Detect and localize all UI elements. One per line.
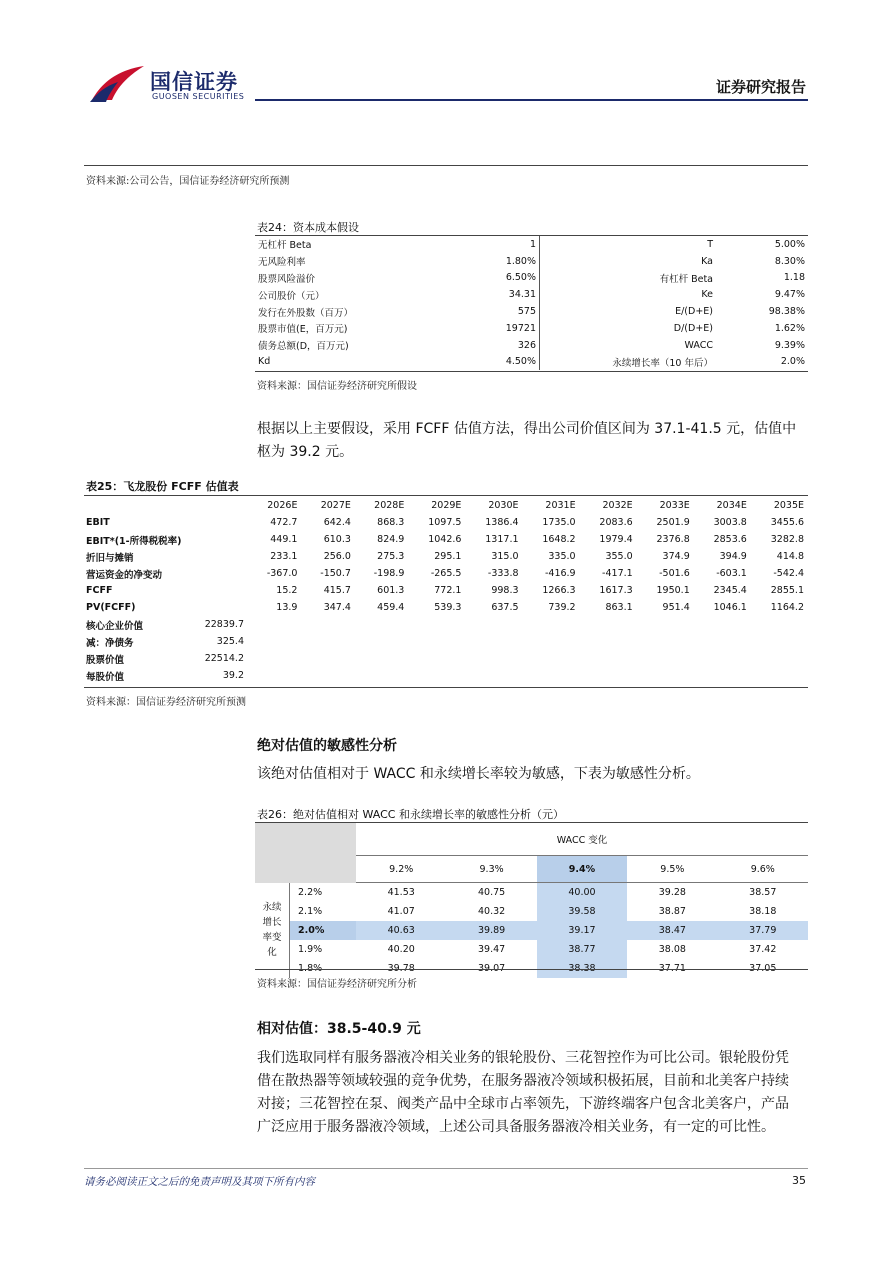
table25-empty-cell — [465, 667, 522, 684]
table25-year-header: 2030E — [488, 500, 519, 511]
table24-label: 有杠杆 Beta — [659, 273, 713, 285]
table24-label: Ke — [701, 289, 713, 301]
table25-cell: 2853.6 — [713, 534, 747, 545]
table25-cell: 1097.5 — [428, 517, 462, 528]
table25-cell: 1046.1 — [713, 602, 747, 613]
table24-value: 1 — [411, 236, 540, 253]
table25-summary-row — [84, 667, 808, 684]
table25-cell: -265.5 — [430, 568, 462, 579]
table24-label: 永续增长率（10 年后） — [612, 357, 713, 369]
table26-growth-rate: 2.1% — [298, 906, 323, 917]
table24-row — [255, 253, 808, 270]
table25-empty-cell — [694, 633, 751, 650]
table24-row — [255, 337, 808, 354]
table25-row-label: FCFF — [86, 585, 113, 596]
table25-corner — [84, 497, 180, 514]
table24-row — [255, 303, 808, 320]
table25-empty-cell — [580, 650, 637, 667]
table26-cell: 39.89 — [446, 921, 536, 940]
table25-cell: -150.7 — [320, 568, 351, 579]
table25-empty-cell — [465, 633, 522, 650]
table25-cell: -542.4 — [773, 568, 804, 579]
table24 — [255, 236, 808, 370]
table25-cell: 1950.1 — [656, 585, 690, 596]
table25-empty-cell — [751, 616, 808, 633]
table24-value: 9.39% — [774, 339, 805, 351]
table25-cell: 998.3 — [491, 585, 519, 596]
table25-empty-cell — [580, 616, 637, 633]
table24-value: 1.62% — [774, 322, 805, 334]
table25-year-header: 2034E — [716, 500, 747, 511]
table26-cell: 40.75 — [477, 887, 506, 898]
table25-empty-cell — [694, 616, 751, 633]
table25-cell: 2083.6 — [599, 517, 633, 528]
table25-cell: -198.9 — [373, 568, 405, 579]
table24-value: 1.80% — [411, 253, 540, 270]
table26 — [255, 823, 808, 978]
table24-label: 债务总额(D，百万元) — [258, 341, 349, 353]
table26-wacc-header: 9.4% — [537, 856, 627, 883]
table24-label: D/(D+E) — [673, 322, 713, 334]
table25-title: 表25：飞龙股份 FCFF 估值表 — [86, 480, 239, 493]
table25-empty-cell — [301, 616, 354, 633]
table26-row-header-text: 化 — [267, 947, 277, 959]
table26-cell: 39.28 — [658, 887, 686, 898]
table25-empty-cell — [408, 616, 465, 633]
table26-wacc-header: 9.6% — [718, 856, 808, 883]
table26-growth-rate: 2.0% — [290, 921, 357, 940]
table25-cell: -416.9 — [544, 568, 576, 579]
table25-row — [84, 531, 808, 548]
table24-row — [255, 320, 808, 337]
table25-cell: 1386.4 — [485, 517, 519, 528]
table25-cell: 539.3 — [434, 602, 462, 613]
logo-name: 国信证券 — [150, 70, 238, 94]
footer-disclaimer: 请务必阅读正文之后的免责声明及其项下所有内容 — [84, 1176, 315, 1188]
table26-cell: 38.18 — [749, 906, 777, 917]
table26-cell: 40.32 — [477, 906, 506, 917]
table26-row — [255, 902, 808, 921]
table25-empty-cell — [751, 650, 808, 667]
table26-header-row — [255, 823, 808, 856]
table25-summary-value: 22514.2 — [204, 653, 244, 664]
table25-year-header: 2032E — [602, 500, 633, 511]
table25-summary-label: 核心企业价值 — [86, 620, 144, 632]
table25-cell: 15.2 — [276, 585, 298, 596]
table25-empty-cell — [694, 650, 751, 667]
guosen-logo-icon — [88, 62, 148, 104]
table24-label: 公司股价（元） — [258, 290, 325, 302]
table25-year-header: 2029E — [431, 500, 462, 511]
table25-year-header: 2028E — [374, 500, 405, 511]
table25-cell: 2855.1 — [770, 585, 804, 596]
table25-empty-cell — [408, 667, 465, 684]
table25-cell: 1164.2 — [770, 602, 804, 613]
table25-cell: 824.9 — [377, 534, 405, 545]
table25-spacer — [180, 497, 248, 514]
table25-cell: 256.0 — [323, 551, 351, 562]
table25-cell: 295.1 — [434, 551, 462, 562]
table25-cell: 2376.8 — [656, 534, 690, 545]
table26-cell: 40.20 — [387, 944, 415, 955]
table25-empty-cell — [248, 667, 301, 684]
table25-cell: 233.1 — [270, 551, 298, 562]
table25-cell: 1735.0 — [542, 517, 576, 528]
table25-cell: 1979.4 — [599, 534, 633, 545]
table25-row-label: 折旧与摊销 — [86, 552, 134, 564]
table25-row — [84, 548, 808, 565]
table25-empty-cell — [637, 616, 694, 633]
divider — [255, 969, 808, 970]
table24-value: 34.31 — [411, 286, 540, 303]
table24-value: 1.18 — [783, 272, 805, 284]
table24-label: E/(D+E) — [675, 306, 713, 318]
table25-empty-cell — [523, 616, 580, 633]
table25-cell: 601.3 — [377, 585, 405, 596]
table25-empty-cell — [301, 650, 354, 667]
table25-header-row — [84, 497, 808, 514]
table25-cell: 772.1 — [434, 585, 462, 596]
table24-title: 表24：资本成本假设 — [257, 221, 359, 234]
table26-cell: 41.53 — [387, 887, 415, 898]
sensitivity-text: 该绝对估值相对于 WACC 和永续增长率较为敏感，下表为敏感性分析。 — [257, 766, 700, 782]
table25-cell: 347.4 — [323, 602, 351, 613]
sensitivity-heading: 绝对估值的敏感性分析 — [257, 738, 397, 754]
table24-value: 4.50% — [411, 354, 540, 371]
table26-source: 资料来源：国信证券经济研究所分析 — [257, 979, 417, 990]
table26-cell: 38.47 — [627, 921, 717, 940]
table25 — [84, 497, 808, 684]
table24-row — [255, 270, 808, 287]
table25-empty-cell — [355, 616, 408, 633]
table25-row-label: EBIT — [86, 517, 110, 528]
table24-value: 326 — [411, 337, 540, 354]
table24-value: 5.00% — [774, 238, 805, 250]
table26-row — [255, 940, 808, 959]
table25-summary-value: 39.2 — [222, 670, 244, 681]
table24-value: 575 — [411, 303, 540, 320]
table25-row — [84, 565, 808, 582]
table26-wacc-header: 9.3% — [446, 856, 536, 883]
table25-empty-cell — [301, 667, 354, 684]
table25-cell: -603.1 — [716, 568, 747, 579]
table25-empty-cell — [248, 616, 301, 633]
table25-row — [84, 582, 808, 599]
table26-growth-rate: 2.2% — [298, 886, 323, 898]
table25-summary-row — [84, 650, 808, 667]
table25-cell: 394.9 — [719, 551, 747, 562]
table25-empty-cell — [694, 667, 751, 684]
page-number: 35 — [792, 1174, 806, 1187]
table25-row — [84, 514, 808, 531]
table25-row-label: PV(FCFF) — [86, 602, 136, 613]
table26-growth-rate: 1.9% — [298, 944, 323, 955]
table24-source: 资料来源：国信证券经济研究所假设 — [257, 381, 417, 392]
table25-row-label: 营运资金的净变动 — [86, 569, 163, 581]
table26-cell: 39.47 — [477, 944, 506, 955]
table25-year-header: 2026E — [267, 500, 298, 511]
table24-label: 无杠杆 Beta — [258, 240, 312, 252]
table24-value: 6.50% — [411, 270, 540, 287]
table25-cell: 3282.8 — [770, 534, 804, 545]
divider — [84, 495, 808, 496]
table25-cell: 355.0 — [605, 551, 633, 562]
table24-value: 19721 — [411, 320, 540, 337]
table26-cell: 38.08 — [658, 944, 686, 955]
table26-cell: 37.79 — [718, 921, 808, 940]
table25-empty-cell — [355, 650, 408, 667]
table25-cell: 868.3 — [377, 517, 405, 528]
table25-summary-label: 股票价值 — [86, 654, 125, 666]
table25-cell: 374.9 — [662, 551, 690, 562]
table26-row-header-text: 永续 — [262, 902, 282, 914]
divider — [84, 165, 808, 166]
header-divider — [255, 99, 808, 101]
table24-value: 2.0% — [780, 356, 805, 368]
table25-cell: 2345.4 — [713, 585, 747, 596]
table25-empty-cell — [408, 650, 465, 667]
table26-cell: 39.58 — [537, 902, 627, 921]
table25-cell: -417.1 — [602, 568, 633, 579]
table25-summary-label: 减：净债务 — [86, 637, 134, 649]
table25-empty-cell — [523, 633, 580, 650]
table25-cell: 1648.2 — [542, 534, 576, 545]
table26-cell: 39.17 — [537, 921, 627, 940]
relative-heading: 相对估值：38.5-40.9 元 — [257, 1021, 421, 1037]
table24-value: 8.30% — [774, 255, 805, 267]
table25-cell: -501.6 — [659, 568, 690, 579]
table25-cell: 1317.1 — [485, 534, 519, 545]
table24-label: 股票风险溢价 — [258, 273, 316, 285]
table25-cell: 1617.3 — [599, 585, 633, 596]
table25-empty-cell — [637, 650, 694, 667]
table26-cell: 38.77 — [537, 940, 627, 959]
table26-cell: 40.00 — [537, 883, 627, 903]
table25-empty-cell — [301, 633, 354, 650]
table25-cell: 275.3 — [377, 551, 405, 562]
table24-row — [255, 286, 808, 303]
valuation-paragraph: 根据以上主要假设，采用 FCFF 估值方法，得出公司价值区间为 37.1-41.5 元，估值中枢为 39.2 元。 — [257, 421, 797, 460]
table25-cell: 315.0 — [491, 551, 519, 562]
table25-year-header: 2027E — [320, 500, 351, 511]
table25-empty-cell — [637, 667, 694, 684]
table25-source: 资料来源：国信证券经济研究所预测 — [86, 697, 246, 708]
table25-summary-label: 每股价值 — [86, 671, 125, 683]
table25-cell: 610.3 — [323, 534, 351, 545]
table25-empty-cell — [465, 650, 522, 667]
table26-cell: 38.87 — [658, 906, 686, 917]
table26-cell: 37.42 — [749, 944, 777, 955]
table25-empty-cell — [355, 633, 408, 650]
table25-cell: 472.7 — [270, 517, 298, 528]
table26-wacc-header: 9.5% — [627, 856, 717, 883]
table25-empty-cell — [408, 633, 465, 650]
table24-label: Kd — [258, 356, 271, 368]
table24-value: 98.38% — [768, 306, 805, 318]
divider — [84, 687, 808, 688]
table25-year-header: 2031E — [545, 500, 576, 511]
table24-row — [255, 354, 808, 371]
table26-corner — [255, 823, 356, 883]
table25-cell: 415.7 — [323, 585, 351, 596]
table25-empty-cell — [523, 667, 580, 684]
table24-label: 发行在外股数（百万） — [258, 307, 354, 319]
table25-year-header: 2033E — [659, 500, 690, 511]
table26-cell: 41.07 — [387, 906, 415, 917]
relative-text: 我们选取同样有服务器液冷相关业务的银轮股份、三花智控作为可比公司。银轮股份凭借在散热器等领域较强的竞争优势，在服务器液冷领域积极拓展，目前和北美客户持续对接；三花智控在泵、阀类产品中全球市占率领先，下游终端客户包含北美客户，产品广泛应用于服务器液冷领域，上述公司具备服务器液冷相关业务，有一定的可比性。 — [257, 1050, 789, 1135]
table25-summary-row — [84, 633, 808, 650]
table24-row — [255, 236, 808, 253]
table25-cell: 1042.6 — [428, 534, 462, 545]
table25-cell: 637.5 — [491, 602, 519, 613]
table24-label: T — [707, 238, 713, 250]
table26-row-header — [255, 883, 290, 979]
table25-empty-cell — [751, 667, 808, 684]
table25-row-label: EBIT*(1-所得税税率) — [86, 535, 182, 547]
source-top: 资料来源:公司公告，国信证券经济研究所预测 — [86, 176, 290, 187]
table24-label: Ka — [701, 255, 713, 267]
table26-cell: 40.63 — [356, 921, 446, 940]
table25-summary-value: 22839.7 — [204, 619, 244, 630]
table25-empty-cell — [523, 650, 580, 667]
table25-year-header: 2035E — [773, 500, 804, 511]
table25-cell: -367.0 — [266, 568, 298, 579]
table25-empty-cell — [355, 667, 408, 684]
table25-cell: 13.9 — [276, 602, 298, 613]
table25-empty-cell — [751, 633, 808, 650]
logo-subtitle: GUOSEN SECURITIES — [152, 92, 245, 101]
table26-row — [255, 921, 808, 940]
divider — [255, 371, 808, 372]
table25-cell: 414.8 — [776, 551, 804, 562]
table26-col-header: WACC 变化 — [356, 823, 808, 856]
footer-divider — [84, 1168, 808, 1169]
table25-summary-row — [84, 616, 808, 633]
report-type: 证券研究报告 — [715, 78, 806, 96]
table25-empty-cell — [248, 633, 301, 650]
table25-cell: 3455.6 — [770, 517, 804, 528]
table25-empty-cell — [580, 633, 637, 650]
table25-cell: 449.1 — [270, 534, 298, 545]
table25-row — [84, 599, 808, 616]
table26-cell: 38.57 — [749, 887, 777, 898]
table26-row-header-text: 增长 — [262, 917, 282, 929]
table25-cell: 951.4 — [662, 602, 690, 613]
table25-cell: 335.0 — [548, 551, 576, 562]
table25-cell: 739.2 — [548, 602, 576, 613]
table24-label: 无风险利率 — [258, 257, 306, 269]
table25-cell: 1266.3 — [542, 585, 576, 596]
table25-empty-cell — [465, 616, 522, 633]
table26-row-header-text: 率变 — [262, 932, 282, 944]
table24-label: 股票市值(E，百万元) — [258, 324, 348, 336]
table25-cell: 459.4 — [377, 602, 405, 613]
table25-cell: 3003.8 — [713, 517, 747, 528]
table26-title: 表26：绝对估值相对 WACC 和永续增长率的敏感性分析（元） — [257, 808, 564, 821]
table25-cell: -333.8 — [487, 568, 519, 579]
table25-cell: 642.4 — [323, 517, 351, 528]
table25-empty-cell — [248, 650, 301, 667]
table25-empty-cell — [580, 667, 637, 684]
table24-value: 9.47% — [774, 289, 805, 301]
table26-row — [255, 883, 808, 903]
table26-wacc-header: 9.2% — [356, 856, 446, 883]
table25-cell: 863.1 — [605, 602, 633, 613]
table25-summary-value: 325.4 — [216, 636, 244, 647]
table25-empty-cell — [637, 633, 694, 650]
table25-cell: 2501.9 — [656, 517, 690, 528]
table24-label: WACC — [684, 339, 713, 351]
